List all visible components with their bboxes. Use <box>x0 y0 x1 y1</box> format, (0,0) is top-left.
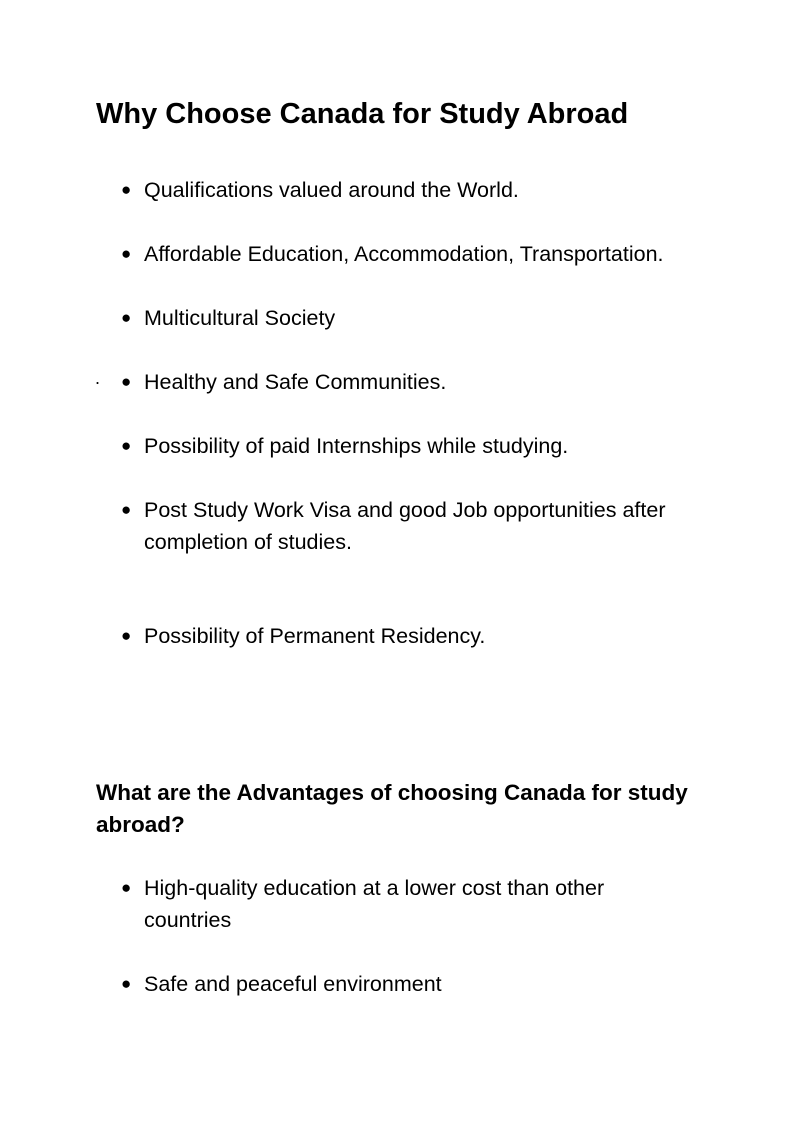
bullet-icon: ● <box>121 878 132 897</box>
list-item <box>0 872 684 936</box>
bullet-icon: ● <box>121 308 132 327</box>
list-item-text: Possibility of paid Internships while studying. <box>144 434 569 458</box>
list-item <box>0 302 684 334</box>
bullet-icon: ● <box>121 244 132 263</box>
page-title: Why Choose Canada for Study Abroad <box>96 98 629 130</box>
bullet-icon: ● <box>121 436 132 455</box>
list-item-text: Safe and peaceful environment <box>144 972 442 996</box>
stray-period: . <box>95 368 101 388</box>
list-item <box>0 430 684 462</box>
bullet-icon: ● <box>121 500 132 519</box>
bullet-icon: ● <box>121 180 132 199</box>
bullet-icon: ● <box>121 974 132 993</box>
list-item-text: Possibility of Permanent Residency. <box>144 624 486 648</box>
reasons-list <box>0 174 684 652</box>
list-item <box>0 366 684 398</box>
list-item-text: Post Study Work Visa and good Job opportunities after completion of studies. <box>144 498 666 554</box>
list-item-text: Healthy and Safe Communities. <box>144 370 447 394</box>
list-item <box>0 494 684 558</box>
list-item <box>0 174 684 206</box>
list-item-text: Affordable Education, Accommodation, Transportation. <box>144 242 664 266</box>
list-item <box>0 620 684 652</box>
list-item <box>0 238 684 270</box>
list-item-text: Multicultural Society <box>144 306 336 330</box>
section-heading: What are the Advantages of choosing Canada for study abroad? <box>96 780 688 837</box>
list-item-text: High-quality education at a lower cost than other countries <box>144 876 605 932</box>
list-item-text: Qualifications valued around the World. <box>144 178 519 202</box>
advantages-list <box>0 872 684 1000</box>
list-item <box>0 968 684 1000</box>
bullet-icon: ● <box>121 372 132 391</box>
bullet-icon: ● <box>121 626 132 645</box>
